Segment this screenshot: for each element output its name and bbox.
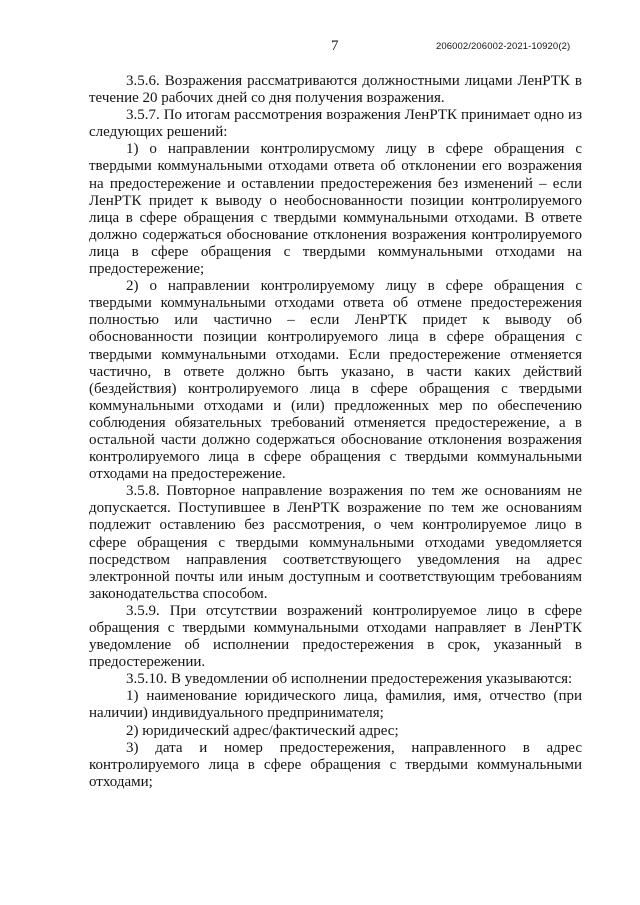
list-item-cancellation: 2) о направлении контролируемому лицу в сфере обращения с твердыми коммунальными отходами ответа об отмене предостережения полностью или частично – если ЛенРТК придет к выводу об обоснованности позиции контролируемого лица в сфере обращения с твердыми коммунальными отходами. Если предостережение отменяется частично, в ответе должно быть указано, в части каких действий (бездействия) контролируемого лица в сфере обращения с твердыми коммунальными отходами и (или) предложенных мер по обеспечению соблюдения обязательных требований отменяется предостережение, а в остальной части должно содержаться обоснование отклонения возражения контролируемого лица в сфере обращения с твердыми коммунальными отходами на предостережение. <box>89 278 582 483</box>
paragraph-3-5-6: 3.5.6. Возражения рассматриваются должностными лицами ЛенРТК в течение 20 рабочих дней со дня получения возражения. <box>89 73 582 107</box>
paragraph-3-5-9: 3.5.9. При отсутствии возражений контролируемое лицо в сфере обращения с твердыми коммунальными отходами направляет в ЛенРТК уведомление об исполнении предостережения в срок, указанный в предостережении. <box>89 602 582 671</box>
list-item-rejection: 1) о направлении контролирусмому лицу в сфере обращения с твердыми коммунальными отходами ответа об отклонении его возражения на предостережение и оставлении предостережения без изменений – если ЛенРТК придет к выводу о необоснованности позиции контролируемого лица в сфере обращения с твердыми коммунальными отходами. В ответе должно содержаться обоснование отклонения возражения контролируемого лица в сфере обращения с твердыми коммунальными отходами на предостережение; <box>89 141 582 278</box>
page-number: 7 <box>331 38 339 54</box>
document-body <box>89 73 582 791</box>
paragraph-3-5-7: 3.5.7. По итогам рассмотрения возражения ЛенРТК принимает одно из следующих решений: <box>89 107 582 141</box>
document-code: 206002/206002-2021-10920(2) <box>436 41 571 52</box>
list-item-address: 2) юридический адрес/фактический адрес; <box>126 722 399 739</box>
list-item-name: 1) наименование юридического лица, фамилия, имя, отчество (при наличии) индивидуального предпринимателя; <box>89 688 582 722</box>
list-item-date-number: 3) дата и номер предостережения, направленного в адрес контролируемого лица в сфере обращения с твердыми коммунальными отходами; <box>89 739 582 790</box>
paragraph-3-5-8: 3.5.8. Повторное направление возражения по тем же основаниям не допускается. Поступившее в ЛенРТК возражение по тем же основаниям подлежит оставлению без рассмотрения, о чем контролируемое лицо в сфере обращения с твердыми коммунальными отходами уведомляется посредством направления соответствующего уведомления на адрес электронной почты или иным доступным и соответствующим требованиям законодательства способом. <box>89 483 582 602</box>
paragraph-3-5-10: 3.5.10. В уведомлении об исполнении предостережения указываются: <box>126 671 573 688</box>
